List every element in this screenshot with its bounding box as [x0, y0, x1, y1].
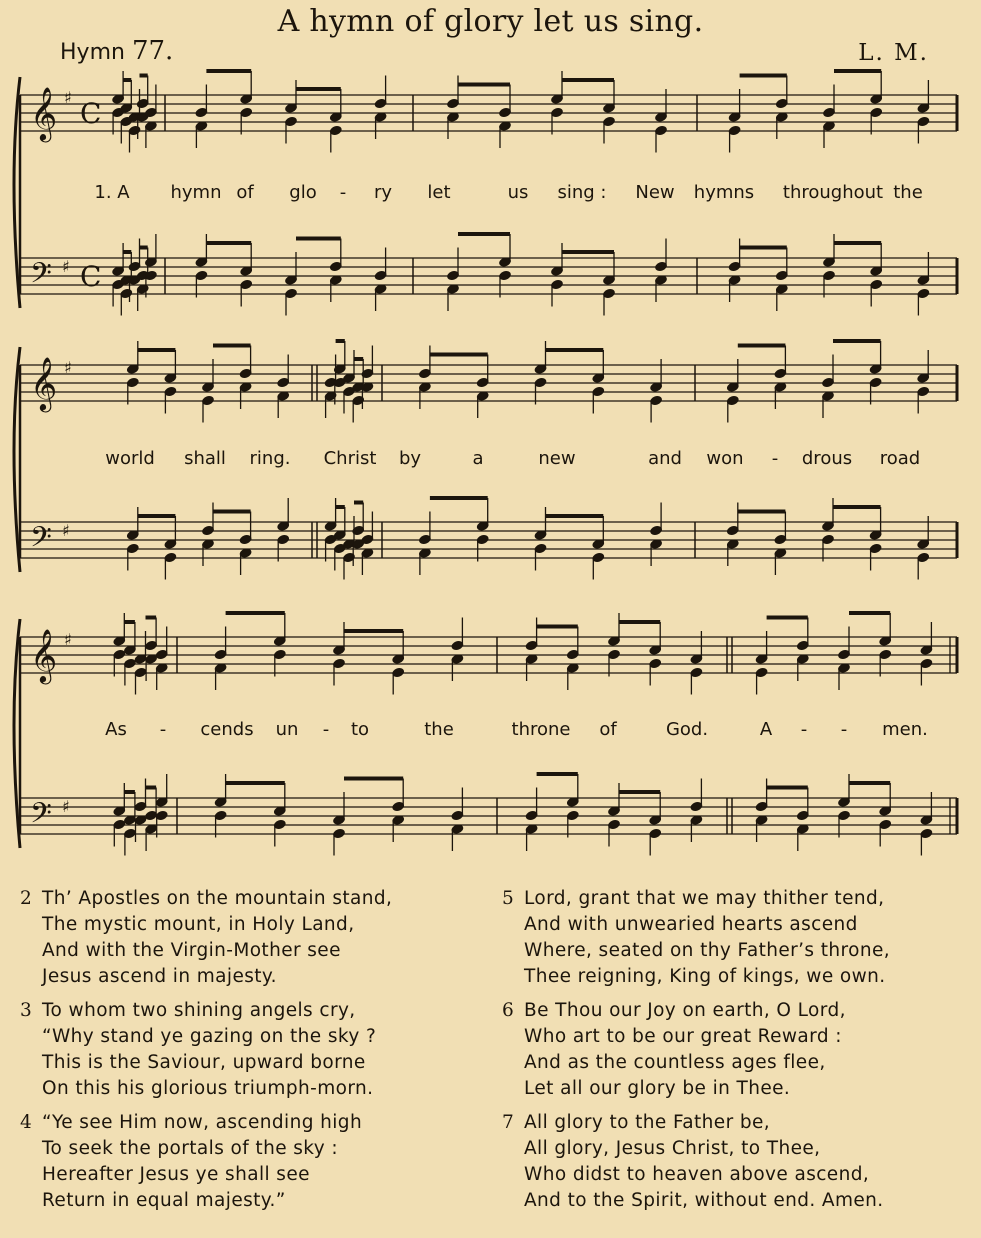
lyric-syllable: men. [882, 719, 928, 740]
lyric-syllable: throne [511, 719, 571, 740]
lyric-syllable: glo [289, 182, 317, 203]
verse-line: Jesus ascend in majesty. [42, 966, 277, 987]
verse-number: 4 [20, 1112, 33, 1133]
lyric-syllable: hymn [170, 182, 222, 203]
bass-clef-icon: 𝄢 [30, 257, 52, 297]
lyric-syllable: of [599, 719, 617, 740]
lyric-syllable: us [507, 182, 529, 203]
key-signature-sharp-icon: ♯ [62, 257, 70, 276]
hymn-title: A hymn of glory let us sing. [277, 4, 704, 39]
lyric-syllable: of [236, 182, 254, 203]
lyric-syllable: un [275, 719, 299, 740]
lyric-syllable: shall [184, 448, 226, 469]
verse-line: Who art to be our great Reward : [524, 1026, 842, 1047]
verse-block [20, 1110, 363, 1214]
lyric-syllable: 1. A [94, 182, 130, 203]
key-signature-sharp-icon: ♯ [62, 797, 70, 816]
common-time-icon: C [80, 260, 102, 293]
verse-line: Lord, grant that we may thither tend, [524, 888, 885, 909]
lyric-syllable: - [840, 719, 848, 740]
lyric-syllable: God. [665, 719, 709, 740]
lyric-syllable: let [427, 182, 451, 203]
verse-line: Return in equal majesty.” [42, 1190, 286, 1211]
lyric-syllable: As [105, 719, 127, 740]
lyric-syllable: - [771, 448, 779, 469]
verse-line: And as the countless ages flee, [524, 1052, 826, 1073]
treble-clef-icon: 𝄞 [30, 86, 58, 140]
hymn-label: Hymn [60, 40, 125, 65]
verse-block [502, 998, 846, 1102]
verse-number: 3 [20, 1000, 33, 1021]
lyric-syllable: new [538, 448, 576, 469]
lyric-syllable: cends [200, 719, 254, 740]
verse-line: All glory to the Father be, [524, 1112, 771, 1133]
key-signature-sharp-icon: ♯ [64, 630, 72, 649]
lyric-syllable: throughout [782, 182, 884, 203]
lyric-syllable: - [322, 719, 330, 740]
common-time-icon: C [80, 97, 102, 130]
lyric-syllable: A [759, 719, 773, 740]
hymn-number: 77. [131, 36, 174, 66]
verse-line: Who didst to heaven above ascend, [524, 1164, 870, 1185]
lyric-syllable: road [879, 448, 921, 469]
lyric-syllable: - [159, 719, 167, 740]
lyric-syllable: to [350, 719, 370, 740]
treble-clef-icon: 𝄞 [30, 628, 58, 682]
key-signature-sharp-icon: ♯ [64, 88, 72, 107]
verse-block [502, 886, 891, 990]
verse-line: Hereafter Jesus ye shall see [42, 1164, 310, 1185]
lyric-syllable: - [339, 182, 347, 203]
verse-line: Where, seated on thy Father’s throne, [524, 940, 891, 961]
treble-clef-icon: 𝄞 [30, 356, 58, 410]
lyric-syllable: and [648, 448, 682, 469]
verse-line: “Ye see Him now, ascending high [42, 1112, 363, 1133]
verse-number: 5 [502, 888, 515, 909]
lyric-syllable: New [635, 182, 675, 203]
lyric-syllable: the [893, 182, 923, 203]
verse-line: And to the Spirit, without end. Amen. [524, 1190, 884, 1211]
bass-clef-icon: 𝄢 [30, 797, 52, 837]
verse-block [20, 886, 393, 990]
verse-number: 2 [20, 888, 33, 909]
verse-line: Th’ Apostles on the mountain stand, [42, 888, 393, 909]
verse-line: The mystic mount, in Holy Land, [42, 914, 355, 935]
lyric-syllable: drous [801, 448, 853, 469]
lyric-syllable: Christ [323, 448, 377, 469]
verse-line: All glory, Jesus Christ, to Thee, [524, 1138, 821, 1159]
lyric-syllable: hymns [693, 182, 755, 203]
verse-number: 7 [502, 1112, 515, 1133]
lyric-syllable: won [706, 448, 744, 469]
key-signature-sharp-icon: ♯ [64, 358, 72, 377]
verse-line: Be Thou our Joy on earth, O Lord, [524, 1000, 846, 1021]
hymn-meter: L. M. [858, 40, 929, 66]
lyric-syllable: by [398, 448, 422, 469]
key-signature-sharp-icon: ♯ [62, 521, 70, 540]
lyric-syllable: - [800, 719, 808, 740]
verse-line: On this his glorious triumph-morn. [42, 1078, 374, 1099]
lyric-syllable: ry [373, 182, 393, 203]
lyric-syllable: world [105, 448, 155, 469]
lyric-syllable: a [472, 448, 484, 469]
lyric-syllable: the [424, 719, 454, 740]
lyric-syllable: sing : [557, 182, 607, 203]
bass-clef-icon: 𝄢 [30, 521, 52, 561]
verse-line: And with unwearied hearts ascend [524, 914, 858, 935]
verse-line: Let all our glory be in Thee. [524, 1078, 791, 1099]
verse-block [502, 1110, 884, 1214]
verse-line: This is the Saviour, upward borne [42, 1052, 366, 1073]
lyric-syllable: ring. [249, 448, 291, 469]
verse-line: To seek the portals of the sky : [42, 1138, 339, 1159]
verse-line: To whom two shining angels cry, [42, 1000, 356, 1021]
verse-line: And with the Virgin-Mother see [42, 940, 341, 961]
verse-line: Thee reigning, King of kings, we own. [524, 966, 886, 987]
verse-number: 6 [502, 1000, 515, 1021]
verse-line: “Why stand ye gazing on the sky ? [42, 1026, 377, 1047]
verse-block [20, 998, 377, 1102]
